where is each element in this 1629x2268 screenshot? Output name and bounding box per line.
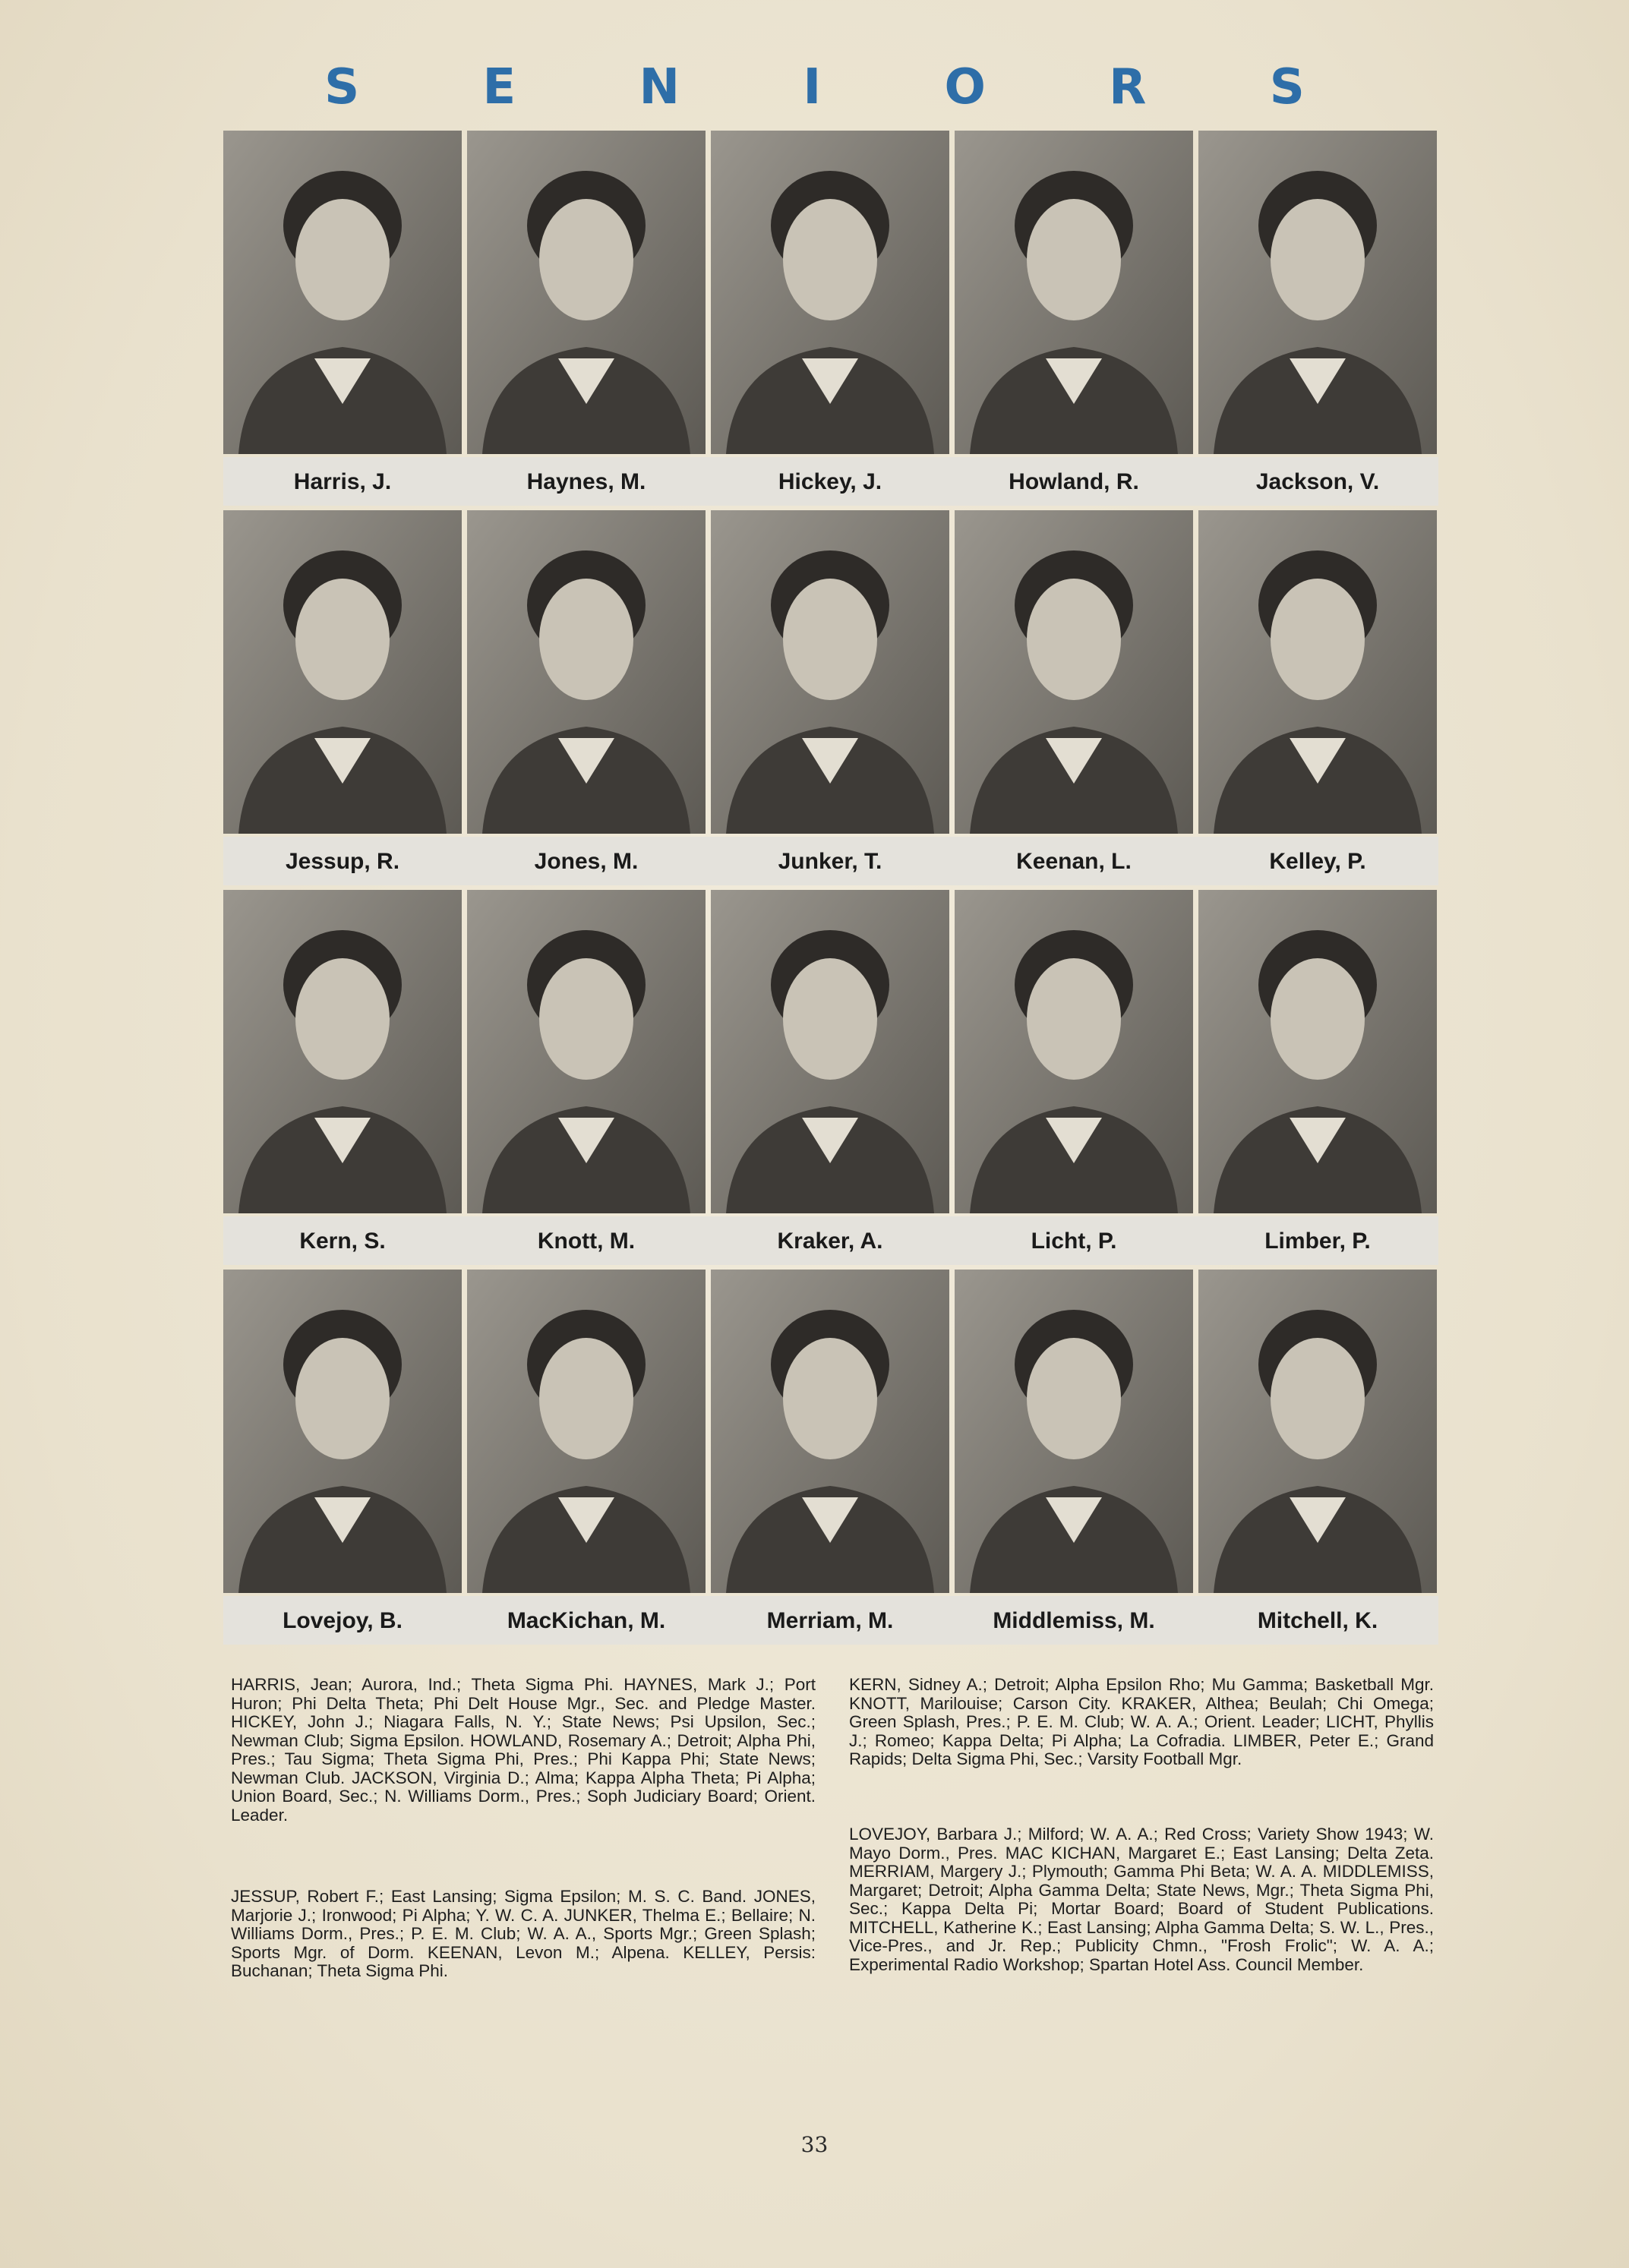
bio-paragraph-left-2: JESSUP, Robert F.; East Lansing; Sigma Epsilon; M. S. C. Band. JONES, Marjorie J.; Ironwood; Pi Alpha; Y. W. C. A. JUNKER, Thelma E.; Bellaire; N. Williams Dorm., Pres.; P. E. M. Club; W. A. A., Sports Mgr.; Green Splash; Sports Mgr. of Dorm. KEENAN, Levon M.; Alpena. KELLEY, Persis: Buchanan; Theta Sigma Phi.: [231, 1887, 816, 1980]
bio-paragraph-right-1: KERN, Sidney A.; Detroit; Alpha Epsilon Rho; Mu Gamma; Basketball Mgr. KNOTT, Marilouise; Carson City. KRAKER, Althea; Beulah; Chi Omega; Green Splash, Pres.; P. E. M. Club; W. A. A.; Orient. Leader; LICHT, Phyllis J.; Romeo; Kappa Delta; Pi Alpha; La Cofradia. LIMBER, Peter E.; Grand Rapids; Delta Sigma Phi, Sec.; Varsity Football Mgr.: [849, 1675, 1434, 1768]
senior-name-caption: Licht, P.: [1031, 1229, 1117, 1254]
bio-paragraph-left-1: HARRIS, Jean; Aurora, Ind.; Theta Sigma Phi. HAYNES, Mark J.; Port Huron; Phi Delta Theta; Phi Delt House Mgr., Sec. and Pledge Master. HICKEY, John J.; Niagara Falls, N. Y.; State News; Psi Upsilon, Sec.; Newman Club; Sigma Epsilon. HOWLAND, Rosemary A.; Detroit; Alpha Phi, Pres.; Tau Sigma; Theta Sigma Phi, Pres.; Phi Kappa Phi; State News; Newman Club. JACKSON, Virginia D.; Alma; Kappa Alpha Theta; Pi Alpha; Union Board, Sec.; N. Williams Dorm., Pres.; Soph Judiciary Board; Orient. Leader.: [231, 1675, 816, 1825]
senior-portrait-photo: [711, 890, 949, 1213]
senior-portrait-photo: [711, 1270, 949, 1593]
senior-portrait-photo: [467, 131, 706, 454]
senior-name-caption: Junker, T.: [778, 849, 882, 874]
senior-name-caption: Harris, J.: [293, 469, 392, 494]
senior-portrait-photo: [711, 510, 949, 834]
page-number: 33: [800, 2132, 829, 2157]
senior-portrait-photo: [1198, 510, 1437, 834]
senior-name-caption: MacKichan, M.: [507, 1608, 666, 1633]
senior-portrait-photo: [955, 890, 1193, 1213]
senior-portrait-photo: [955, 131, 1193, 454]
senior-name-caption: Jones, M.: [534, 849, 639, 874]
senior-portrait-photo: [711, 131, 949, 454]
page-title: S E N I O R S: [324, 59, 1358, 115]
senior-portrait-photo: [1198, 1270, 1437, 1593]
senior-name-caption: Kern, S.: [299, 1229, 386, 1254]
senior-portrait-photo: [467, 890, 706, 1213]
senior-name-caption: Limber, P.: [1264, 1229, 1371, 1254]
senior-portrait-photo: [467, 510, 706, 834]
senior-name-caption: Kraker, A.: [777, 1229, 883, 1254]
senior-name-caption: Hickey, J.: [778, 469, 882, 494]
senior-name-caption: Middlemiss, M.: [993, 1608, 1155, 1633]
senior-portrait-photo: [1198, 131, 1437, 454]
senior-name-caption: Howland, R.: [1009, 469, 1139, 494]
senior-name-caption: Jackson, V.: [1255, 469, 1380, 494]
senior-name-caption: Haynes, M.: [526, 469, 646, 494]
senior-name-caption: Mitchell, K.: [1257, 1608, 1378, 1633]
senior-portrait-photo: [955, 510, 1193, 834]
senior-portrait-photo: [1198, 890, 1437, 1213]
senior-portrait-photo: [955, 1270, 1193, 1593]
senior-portrait-photo: [467, 1270, 706, 1593]
senior-name-caption: Lovejoy, B.: [283, 1608, 403, 1633]
senior-name-caption: Keenan, L.: [1016, 849, 1132, 874]
photo-row: [223, 1270, 1438, 1649]
senior-name-caption: Jessup, R.: [285, 849, 400, 874]
senior-name-caption: Merriam, M.: [766, 1608, 894, 1633]
photo-row: [223, 131, 1438, 510]
photo-row: [223, 890, 1438, 1270]
bio-paragraph-right-2: LOVEJOY, Barbara J.; Milford; W. A. A.; Red Cross; Variety Show 1943; W. Mayo Dorm., Pres. MAC KICHAN, Margaret E.; East Lansing; Delta Zeta. MERRIAM, Margery J.; Plymouth; Gamma Phi Beta; W. A. A. MIDDLEMISS, Margaret; Detroit; Alpha Gamma Delta; State News, Mgr.; Theta Sigma Phi, Sec.; Kappa Delta Pi; Mortar Board; Board of Student Publications. MITCHELL, Katherine K.; East Lansing; Alpha Gamma Delta; S. W. L., Pres., Vice-Pres., and Jr. Rep.; Publicity Chmn., "Frosh Frolic"; W. A. A.; Experimental Radio Workshop; Spartan Hotel Ass. Council Member.: [849, 1825, 1434, 1974]
senior-name-caption: Knott, M.: [537, 1229, 636, 1254]
senior-portrait-photo: [223, 510, 462, 834]
senior-portrait-photo: [223, 1270, 462, 1593]
senior-name-caption: Kelley, P.: [1269, 849, 1366, 874]
senior-portrait-photo: [223, 890, 462, 1213]
senior-portrait-photo: [223, 131, 462, 454]
photo-row: [223, 510, 1438, 890]
